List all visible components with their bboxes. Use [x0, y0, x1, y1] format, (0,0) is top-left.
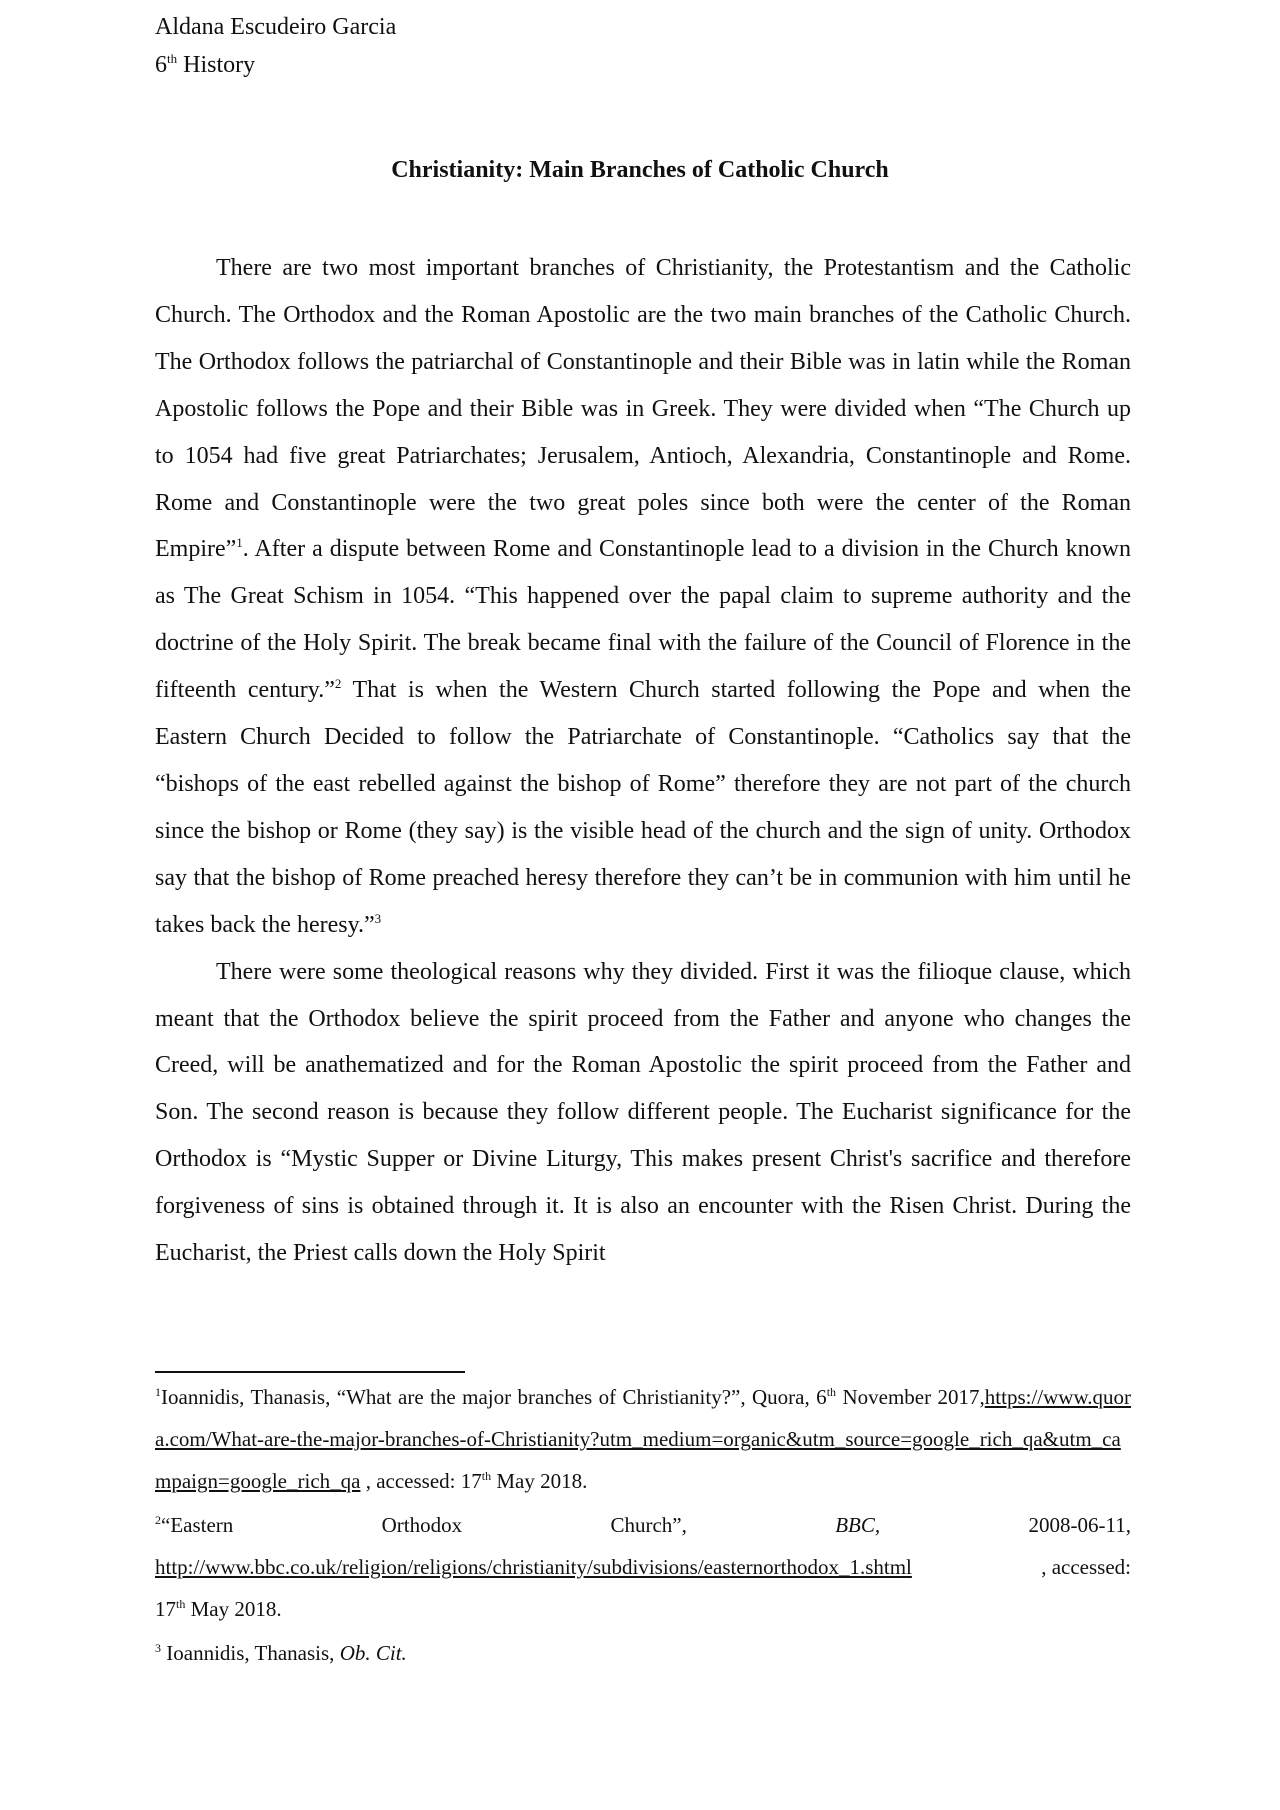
- footnote-2-title-a: “Eastern: [161, 1513, 234, 1537]
- footnote-1-accessed: , accessed: 17: [360, 1469, 482, 1493]
- footnote-2-col-1: [155, 1504, 233, 1546]
- paragraph-1-text-b: . After a dispute between Rome and Constantinople lead to a division in the Church known as The Great Schism in 1054. “This happened over the papal claim to supreme authority and the doctrine of the Holy Spirit. The break became final with the failure of the Council of Florence in the fifteenth century.”: [155, 536, 1131, 704]
- footnote-separator: [155, 1371, 465, 1373]
- paragraph-1: [155, 245, 1131, 949]
- grade-suffix: th: [167, 51, 178, 66]
- footnote-1-author: Ioannidis, Thanasis,: [161, 1385, 337, 1409]
- paragraph-1-text-a: There are two most important branches of Christianity, the Protestantism and the Catholic Church. The Orthodox and the Roman Apostolic are the two main branches of the Catholic Church. The Orthodox follows the patriarchal of Constantinople and their Bible was in latin while the Roman Apostolic follows the Pope and their Bible was in Greek. They were divided when “The Church up to 1054 had five great Patriarchates; Jerusalem, Antioch, Alexandria, Constantinople and Rome. Rome and Constantinople were the two great poles since both were the center of the Roman Empire”: [155, 255, 1131, 563]
- footnote-2-accessed-suffix: th: [176, 1597, 186, 1611]
- footnote-2-title-b: Orthodox: [381, 1513, 463, 1537]
- footnote-2-line-3: [155, 1588, 1131, 1630]
- footnote-3-number: 3: [155, 1641, 161, 1655]
- footnote-1-accessed-suffix: th: [481, 1469, 492, 1483]
- grade-number: 6: [155, 52, 167, 78]
- footnote-ref-1: 1: [236, 535, 243, 551]
- footnote-1-link[interactable]: https://www.quora.com/What-are-the-major-branches-of-Christianity?utm_medium=organic&utm_source=google_rich_qa&utm_campaign=google_rich_qa: [155, 1385, 1132, 1493]
- footnote-1-date-suffix: th: [826, 1385, 837, 1399]
- footnote-1-number: 1: [155, 1385, 161, 1399]
- footnote-2-number: 2: [155, 1513, 161, 1527]
- footnote-2-accessed-day: 17: [155, 1597, 176, 1621]
- footnote-ref-3: 3: [374, 910, 382, 926]
- footnote-2-date: 2008-06-11,: [1028, 1513, 1131, 1537]
- paragraph-2: There were some theological reasons why they divided. First it was the filioque clause, which meant that the Orthodox believe the spirit proceed from the Father and anyone who changes the Creed, will be anathematized and for the Roman Apostolic the spirit proceed from the Father and Son. The second reason is because they follow different people. The Eucharist significance for the Orthodox is “Mystic Supper or Divine Liturgy, This makes present Christ's sacrifice and therefore forgiveness of sins is obtained through it. It is also an encounter with the Risen Christ. During the Eucharist, the Priest calls down the Holy Spirit: [155, 958, 1131, 1267]
- footnote-2-accessed-date: May 2018.: [185, 1597, 282, 1621]
- footnote-2-source: BBC,: [835, 1513, 881, 1537]
- footnote-2-link[interactable]: http://www.bbc.co.uk/religion/religions/christianity/subdivisions/easternorthodox_1.shtml: [155, 1555, 912, 1579]
- paragraph-1-text-c: That is when the Western Church started following the Pope and when the Eastern Church Decided to follow the Patriarchate of Constantinople. “Catholics say that the “bishops of the east rebelled against the bishop of Rome” therefore they are not part of the church since the bishop or Rome (they say) is the visible head of the church and the sign of unity. Orthodox say that the bishop of Rome preached heresy therefore they can’t be in communion with him until he takes back the heresy.”: [155, 677, 1131, 938]
- footnote-ref-2: 2: [334, 676, 342, 692]
- footnote-2-line-1: [155, 1504, 1131, 1546]
- document-header: [155, 8, 396, 84]
- footnote-2: [155, 1504, 1131, 1630]
- footnote-1-title: “What are the major branches of Christianity?”: [336, 1385, 741, 1409]
- footnote-3: [155, 1632, 1131, 1674]
- author-name: Aldana Escudeiro Garcia: [155, 14, 397, 40]
- footnote-1-source: , Quora, 6: [740, 1385, 827, 1409]
- footnote-1-date: November 2017,: [836, 1385, 985, 1409]
- footnote-2-accessed: , accessed:: [1041, 1555, 1131, 1579]
- footnotes: [155, 1376, 1131, 1676]
- document-body: [155, 245, 1131, 1277]
- document-title: Christianity: Main Branches of Catholic Church: [391, 157, 889, 183]
- subject: History: [183, 52, 256, 78]
- footnote-1: [155, 1376, 1131, 1502]
- footnote-2-line-2: [155, 1546, 1131, 1588]
- footnote-3-citation: Ob. Cit.: [339, 1641, 407, 1665]
- footnote-2-title-c: Church”,: [610, 1513, 687, 1537]
- class-label: [155, 46, 396, 84]
- footnote-1-accessed-date: May 2018.: [491, 1469, 588, 1493]
- footnote-3-author: Ioannidis, Thanasis,: [161, 1641, 340, 1665]
